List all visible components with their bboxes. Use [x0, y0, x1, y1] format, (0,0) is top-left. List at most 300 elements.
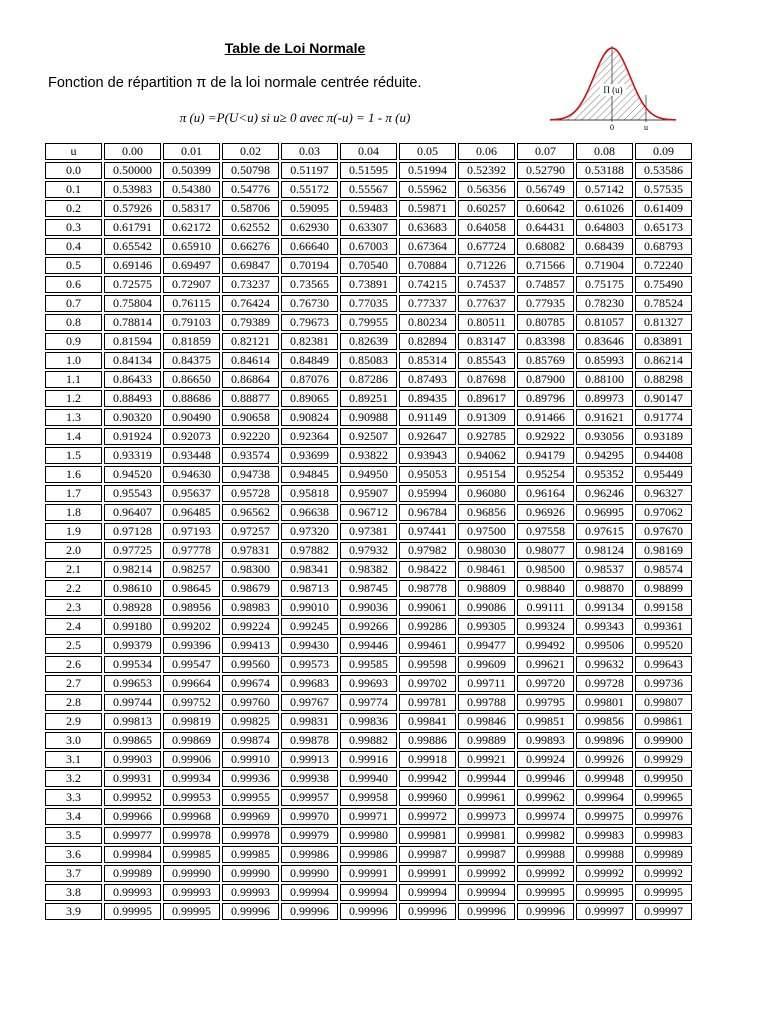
table-cell: 0.99621: [517, 656, 574, 673]
table-cell: 0.88877: [222, 390, 279, 407]
table-cell: 0.82121: [222, 333, 279, 350]
table-cell: 0.65542: [104, 238, 161, 255]
table-cell: 0.99990: [222, 865, 279, 882]
table-cell: 0.99983: [576, 827, 633, 844]
table-cell: 0.82639: [340, 333, 397, 350]
row-label-u: 3.9: [45, 903, 102, 920]
table-cell: 0.99861: [635, 713, 692, 730]
table-cell: 0.99992: [635, 865, 692, 882]
table-cell: 0.73565: [281, 276, 338, 293]
table-cell: 0.99664: [163, 675, 220, 692]
table-cell: 0.98645: [163, 580, 220, 597]
table-cell: 0.99988: [517, 846, 574, 863]
table-cell: 0.97558: [517, 523, 574, 540]
table-cell: 0.96995: [576, 504, 633, 521]
table-cell: 0.99986: [281, 846, 338, 863]
table-cell: 0.99970: [281, 808, 338, 825]
table-cell: 0.99936: [222, 770, 279, 787]
table-cell: 0.99807: [635, 694, 692, 711]
table-cell: 0.99987: [399, 846, 456, 863]
table-cell: 0.93822: [340, 447, 397, 464]
table-cell: 0.95254: [517, 466, 574, 483]
table-cell: 0.99036: [340, 599, 397, 616]
table-cell: 0.96638: [281, 504, 338, 521]
table-cell: 0.90490: [163, 409, 220, 426]
row-label-u: 0.5: [45, 257, 102, 274]
table-cell: 0.69146: [104, 257, 161, 274]
table-cell: 0.89065: [281, 390, 338, 407]
table-row: [45, 580, 692, 597]
table-cell: 0.97500: [458, 523, 515, 540]
table-cell: 0.76424: [222, 295, 279, 312]
table-cell: 0.94738: [222, 466, 279, 483]
table-cell: 0.79955: [340, 314, 397, 331]
table-cell: 0.99950: [635, 770, 692, 787]
table-cell: 0.99981: [458, 827, 515, 844]
table-cell: 0.66640: [281, 238, 338, 255]
table-row: [45, 333, 692, 350]
table-cell: 0.99683: [281, 675, 338, 692]
row-label-u: 1.2: [45, 390, 102, 407]
table-cell: 0.98778: [399, 580, 456, 597]
table-cell: 0.97932: [340, 542, 397, 559]
table-cell: 0.88100: [576, 371, 633, 388]
table-cell: 0.99224: [222, 618, 279, 635]
table-cell: 0.91149: [399, 409, 456, 426]
table-cell: 0.55567: [340, 181, 397, 198]
table-cell: 0.80234: [399, 314, 456, 331]
table-row: [45, 827, 692, 844]
table-cell: 0.99836: [340, 713, 397, 730]
table-cell: 0.99446: [340, 637, 397, 654]
table-cell: 0.52392: [458, 162, 515, 179]
table-cell: 0.89973: [576, 390, 633, 407]
table-cell: 0.71904: [576, 257, 633, 274]
table-cell: 0.95543: [104, 485, 161, 502]
table-cell: 0.94520: [104, 466, 161, 483]
table-cell: 0.52790: [517, 162, 574, 179]
row-label-u: 1.3: [45, 409, 102, 426]
table-cell: 0.99993: [222, 884, 279, 901]
table-cell: 0.73237: [222, 276, 279, 293]
table-cell: 0.98610: [104, 580, 161, 597]
table-cell: 0.76730: [281, 295, 338, 312]
table-cell: 0.99643: [635, 656, 692, 673]
table-row: [45, 466, 692, 483]
row-label-u: 3.6: [45, 846, 102, 863]
table-cell: 0.99965: [635, 789, 692, 806]
table-cell: 0.99379: [104, 637, 161, 654]
row-label-u: 2.6: [45, 656, 102, 673]
table-cell: 0.74857: [517, 276, 574, 293]
table-row: [45, 352, 692, 369]
table-cell: 0.99989: [104, 865, 161, 882]
table-cell: 0.99960: [399, 789, 456, 806]
table-row: [45, 789, 692, 806]
table-cell: 0.99813: [104, 713, 161, 730]
table-cell: 0.96712: [340, 504, 397, 521]
table-row: [45, 618, 692, 635]
table-cell: 0.96164: [517, 485, 574, 502]
table-cell: 0.99886: [399, 732, 456, 749]
table-cell: 0.51994: [399, 162, 456, 179]
table-cell: 0.62552: [222, 219, 279, 236]
table-cell: 0.57142: [576, 181, 633, 198]
table-cell: 0.99921: [458, 751, 515, 768]
table-cell: 0.88298: [635, 371, 692, 388]
table-cell: 0.87493: [399, 371, 456, 388]
row-label-u: 1.5: [45, 447, 102, 464]
table-cell: 0.94179: [517, 447, 574, 464]
table-cell: 0.51197: [281, 162, 338, 179]
table-cell: 0.99343: [576, 618, 633, 635]
table-cell: 0.99910: [222, 751, 279, 768]
table-cell: 0.95053: [399, 466, 456, 483]
table-cell: 0.98500: [517, 561, 574, 578]
table-cell: 0.99846: [458, 713, 515, 730]
table-cell: 0.91621: [576, 409, 633, 426]
table-cell: 0.95818: [281, 485, 338, 502]
table-cell: 0.99396: [163, 637, 220, 654]
table-cell: 0.99977: [104, 827, 161, 844]
table-cell: 0.99929: [635, 751, 692, 768]
table-cell: 0.99979: [281, 827, 338, 844]
table-cell: 0.92220: [222, 428, 279, 445]
table-row: [45, 409, 692, 426]
table-cell: 0.99111: [517, 599, 574, 616]
table-cell: 0.99767: [281, 694, 338, 711]
table-cell: 0.99968: [163, 808, 220, 825]
table-cell: 0.99632: [576, 656, 633, 673]
table-cell: 0.99874: [222, 732, 279, 749]
table-cell: 0.77637: [458, 295, 515, 312]
table-cell: 0.92507: [340, 428, 397, 445]
table-cell: 0.96784: [399, 504, 456, 521]
table-cell: 0.61409: [635, 200, 692, 217]
table-cell: 0.99995: [576, 884, 633, 901]
table-cell: 0.99882: [340, 732, 397, 749]
table-cell: 0.70194: [281, 257, 338, 274]
table-cell: 0.99918: [399, 751, 456, 768]
table-cell: 0.71566: [517, 257, 574, 274]
row-label-u: 2.9: [45, 713, 102, 730]
table-cell: 0.99180: [104, 618, 161, 635]
table-row: [45, 428, 692, 445]
table-cell: 0.98461: [458, 561, 515, 578]
table-cell: 0.82894: [399, 333, 456, 350]
table-cell: 0.84134: [104, 352, 161, 369]
table-cell: 0.97381: [340, 523, 397, 540]
table-cell: 0.99869: [163, 732, 220, 749]
table-cell: 0.99903: [104, 751, 161, 768]
table-cell: 0.96926: [517, 504, 574, 521]
table-cell: 0.99969: [222, 808, 279, 825]
row-label-u: 2.4: [45, 618, 102, 635]
table-cell: 0.99990: [163, 865, 220, 882]
row-label-u: 1.0: [45, 352, 102, 369]
table-cell: 0.68082: [517, 238, 574, 255]
formula-line: π (u) =P(U<u) si u≥ 0 avec π(-u) = 1 - π (u): [179, 110, 411, 125]
table-cell: 0.99856: [576, 713, 633, 730]
axis-u-label: u: [644, 123, 648, 132]
table-cell: 0.87900: [517, 371, 574, 388]
table-cell: 0.84614: [222, 352, 279, 369]
table-cell: 0.97882: [281, 542, 338, 559]
table-cell: 0.94408: [635, 447, 692, 464]
table-cell: 0.99966: [104, 808, 161, 825]
table-cell: 0.83147: [458, 333, 515, 350]
table-cell: 0.72240: [635, 257, 692, 274]
table-cell: 0.99585: [340, 656, 397, 673]
table-cell: 0.99955: [222, 789, 279, 806]
table-cell: 0.95352: [576, 466, 633, 483]
table-cell: 0.95154: [458, 466, 515, 483]
table-cell: 0.99361: [635, 618, 692, 635]
row-label-u: 2.5: [45, 637, 102, 654]
table-cell: 0.99996: [281, 903, 338, 920]
column-header: 0.02: [222, 143, 279, 160]
table-cell: 0.50798: [222, 162, 279, 179]
row-label-u: 3.0: [45, 732, 102, 749]
table-cell: 0.86650: [163, 371, 220, 388]
table-cell: 0.99988: [576, 846, 633, 863]
table-cell: 0.92073: [163, 428, 220, 445]
table-cell: 0.95994: [399, 485, 456, 502]
table-cell: 0.99728: [576, 675, 633, 692]
table-cell: 0.99980: [340, 827, 397, 844]
table-cell: 0.99134: [576, 599, 633, 616]
table-cell: 0.99946: [517, 770, 574, 787]
column-header: 0.05: [399, 143, 456, 160]
table-row: [45, 637, 692, 654]
table-cell: 0.59095: [281, 200, 338, 217]
table-cell: 0.98928: [104, 599, 161, 616]
table-cell: 0.99492: [517, 637, 574, 654]
table-row: [45, 485, 692, 502]
table-cell: 0.99991: [399, 865, 456, 882]
table-cell: 0.93448: [163, 447, 220, 464]
table-row: [45, 846, 692, 863]
table-cell: 0.97725: [104, 542, 161, 559]
table-cell: 0.99534: [104, 656, 161, 673]
table-cell: 0.99994: [458, 884, 515, 901]
table-cell: 0.99995: [635, 884, 692, 901]
table-cell: 0.89796: [517, 390, 574, 407]
table-cell: 0.98840: [517, 580, 574, 597]
table-cell: 0.64431: [517, 219, 574, 236]
table-cell: 0.99801: [576, 694, 633, 711]
table-cell: 0.99976: [635, 808, 692, 825]
table-cell: 0.99547: [163, 656, 220, 673]
table-cell: 0.98030: [458, 542, 515, 559]
table-cell: 0.99825: [222, 713, 279, 730]
table-cell: 0.56749: [517, 181, 574, 198]
table-cell: 0.80785: [517, 314, 574, 331]
table-cell: 0.77035: [340, 295, 397, 312]
table-cell: 0.95728: [222, 485, 279, 502]
table-row: [45, 808, 692, 825]
table-row: [45, 181, 692, 198]
table-cell: 0.86214: [635, 352, 692, 369]
table-row: [45, 295, 692, 312]
table-cell: 0.75175: [576, 276, 633, 293]
table-cell: 0.91774: [635, 409, 692, 426]
table-cell: 0.98341: [281, 561, 338, 578]
table-cell: 0.72907: [163, 276, 220, 293]
table-cell: 0.99506: [576, 637, 633, 654]
table-cell: 0.98956: [163, 599, 220, 616]
table-cell: 0.91924: [104, 428, 161, 445]
table-cell: 0.99736: [635, 675, 692, 692]
table-cell: 0.83646: [576, 333, 633, 350]
table-cell: 0.55962: [399, 181, 456, 198]
table-cell: 0.99953: [163, 789, 220, 806]
table-cell: 0.99893: [517, 732, 574, 749]
table-cell: 0.99560: [222, 656, 279, 673]
table-cell: 0.70540: [340, 257, 397, 274]
table-cell: 0.99995: [104, 903, 161, 920]
table-cell: 0.97062: [635, 504, 692, 521]
table-cell: 0.83891: [635, 333, 692, 350]
row-label-u: 0.2: [45, 200, 102, 217]
table-cell: 0.99992: [517, 865, 574, 882]
column-header: 0.09: [635, 143, 692, 160]
table-cell: 0.96246: [576, 485, 633, 502]
table-cell: 0.99996: [517, 903, 574, 920]
table-cell: 0.99996: [340, 903, 397, 920]
table-cell: 0.99086: [458, 599, 515, 616]
table-cell: 0.99461: [399, 637, 456, 654]
table-cell: 0.99245: [281, 618, 338, 635]
table-cell: 0.98809: [458, 580, 515, 597]
table-cell: 0.99973: [458, 808, 515, 825]
table-row: [45, 542, 692, 559]
table-cell: 0.67724: [458, 238, 515, 255]
table-cell: 0.99944: [458, 770, 515, 787]
table-cell: 0.95637: [163, 485, 220, 502]
table-cell: 0.97257: [222, 523, 279, 540]
table-cell: 0.99992: [576, 865, 633, 882]
table-cell: 0.99996: [222, 903, 279, 920]
row-label-u: 3.7: [45, 865, 102, 882]
table-row: [45, 884, 692, 901]
table-cell: 0.97320: [281, 523, 338, 540]
table-cell: 0.99788: [458, 694, 515, 711]
row-label-u: 1.9: [45, 523, 102, 540]
table-body: [45, 162, 692, 920]
table-cell: 0.99982: [517, 827, 574, 844]
table-cell: 0.80511: [458, 314, 515, 331]
table-cell: 0.99744: [104, 694, 161, 711]
table-cell: 0.99711: [458, 675, 515, 692]
table-cell: 0.94950: [340, 466, 397, 483]
table-cell: 0.99795: [517, 694, 574, 711]
table-cell: 0.99934: [163, 770, 220, 787]
table-cell: 0.99865: [104, 732, 161, 749]
table-cell: 0.81594: [104, 333, 161, 350]
table-cell: 0.99974: [517, 808, 574, 825]
table-cell: 0.98077: [517, 542, 574, 559]
table-cell: 0.93056: [576, 428, 633, 445]
normal-distribution-table: [43, 141, 694, 922]
table-cell: 0.99994: [281, 884, 338, 901]
table-cell: 0.98214: [104, 561, 161, 578]
table-cell: 0.60257: [458, 200, 515, 217]
table-cell: 0.98124: [576, 542, 633, 559]
table-cell: 0.99985: [163, 846, 220, 863]
table-cell: 0.76115: [163, 295, 220, 312]
table-cell: 0.99900: [635, 732, 692, 749]
table-cell: 0.98983: [222, 599, 279, 616]
table-cell: 0.93699: [281, 447, 338, 464]
column-header: 0.06: [458, 143, 515, 160]
table-cell: 0.92647: [399, 428, 456, 445]
table-cell: 0.96856: [458, 504, 515, 521]
column-header-u: u: [45, 143, 102, 160]
column-header: 0.08: [576, 143, 633, 160]
table-cell: 0.99889: [458, 732, 515, 749]
table-cell: 0.97128: [104, 523, 161, 540]
table-row: [45, 865, 692, 882]
table-row: [45, 751, 692, 768]
table-row: [45, 770, 692, 787]
table-row: [45, 656, 692, 673]
table-cell: 0.99010: [281, 599, 338, 616]
table-cell: 0.99964: [576, 789, 633, 806]
table-row: [45, 390, 692, 407]
table-cell: 0.78230: [576, 295, 633, 312]
table-cell: 0.99477: [458, 637, 515, 654]
table-cell: 0.83398: [517, 333, 574, 350]
table-cell: 0.90320: [104, 409, 161, 426]
table-cell: 0.99520: [635, 637, 692, 654]
table-cell: 0.99924: [517, 751, 574, 768]
table-cell: 0.98422: [399, 561, 456, 578]
table-cell: 0.65910: [163, 238, 220, 255]
table-cell: 0.99598: [399, 656, 456, 673]
row-label-u: 2.0: [45, 542, 102, 559]
table-cell: 0.99913: [281, 751, 338, 768]
table-cell: 0.62930: [281, 219, 338, 236]
table-cell: 0.81327: [635, 314, 692, 331]
table-cell: 0.97778: [163, 542, 220, 559]
table-cell: 0.99985: [222, 846, 279, 863]
row-label-u: 2.2: [45, 580, 102, 597]
row-label-u: 0.3: [45, 219, 102, 236]
table-cell: 0.70884: [399, 257, 456, 274]
table-cell: 0.99760: [222, 694, 279, 711]
table-cell: 0.99996: [399, 903, 456, 920]
table-header-row: [45, 143, 692, 160]
column-header: 0.03: [281, 143, 338, 160]
row-label-u: 1.1: [45, 371, 102, 388]
table-cell: 0.62172: [163, 219, 220, 236]
table-cell: 0.99573: [281, 656, 338, 673]
table-cell: 0.71226: [458, 257, 515, 274]
table-cell: 0.84849: [281, 352, 338, 369]
table-cell: 0.72575: [104, 276, 161, 293]
table-cell: 0.99987: [458, 846, 515, 863]
table-cell: 0.94295: [576, 447, 633, 464]
table-cell: 0.99781: [399, 694, 456, 711]
row-label-u: 1.4: [45, 428, 102, 445]
row-label-u: 3.1: [45, 751, 102, 768]
table-cell: 0.97982: [399, 542, 456, 559]
page-title: Table de Loi Normale: [224, 40, 366, 56]
table-cell: 0.86433: [104, 371, 161, 388]
row-label-u: 3.5: [45, 827, 102, 844]
table-cell: 0.57535: [635, 181, 692, 198]
